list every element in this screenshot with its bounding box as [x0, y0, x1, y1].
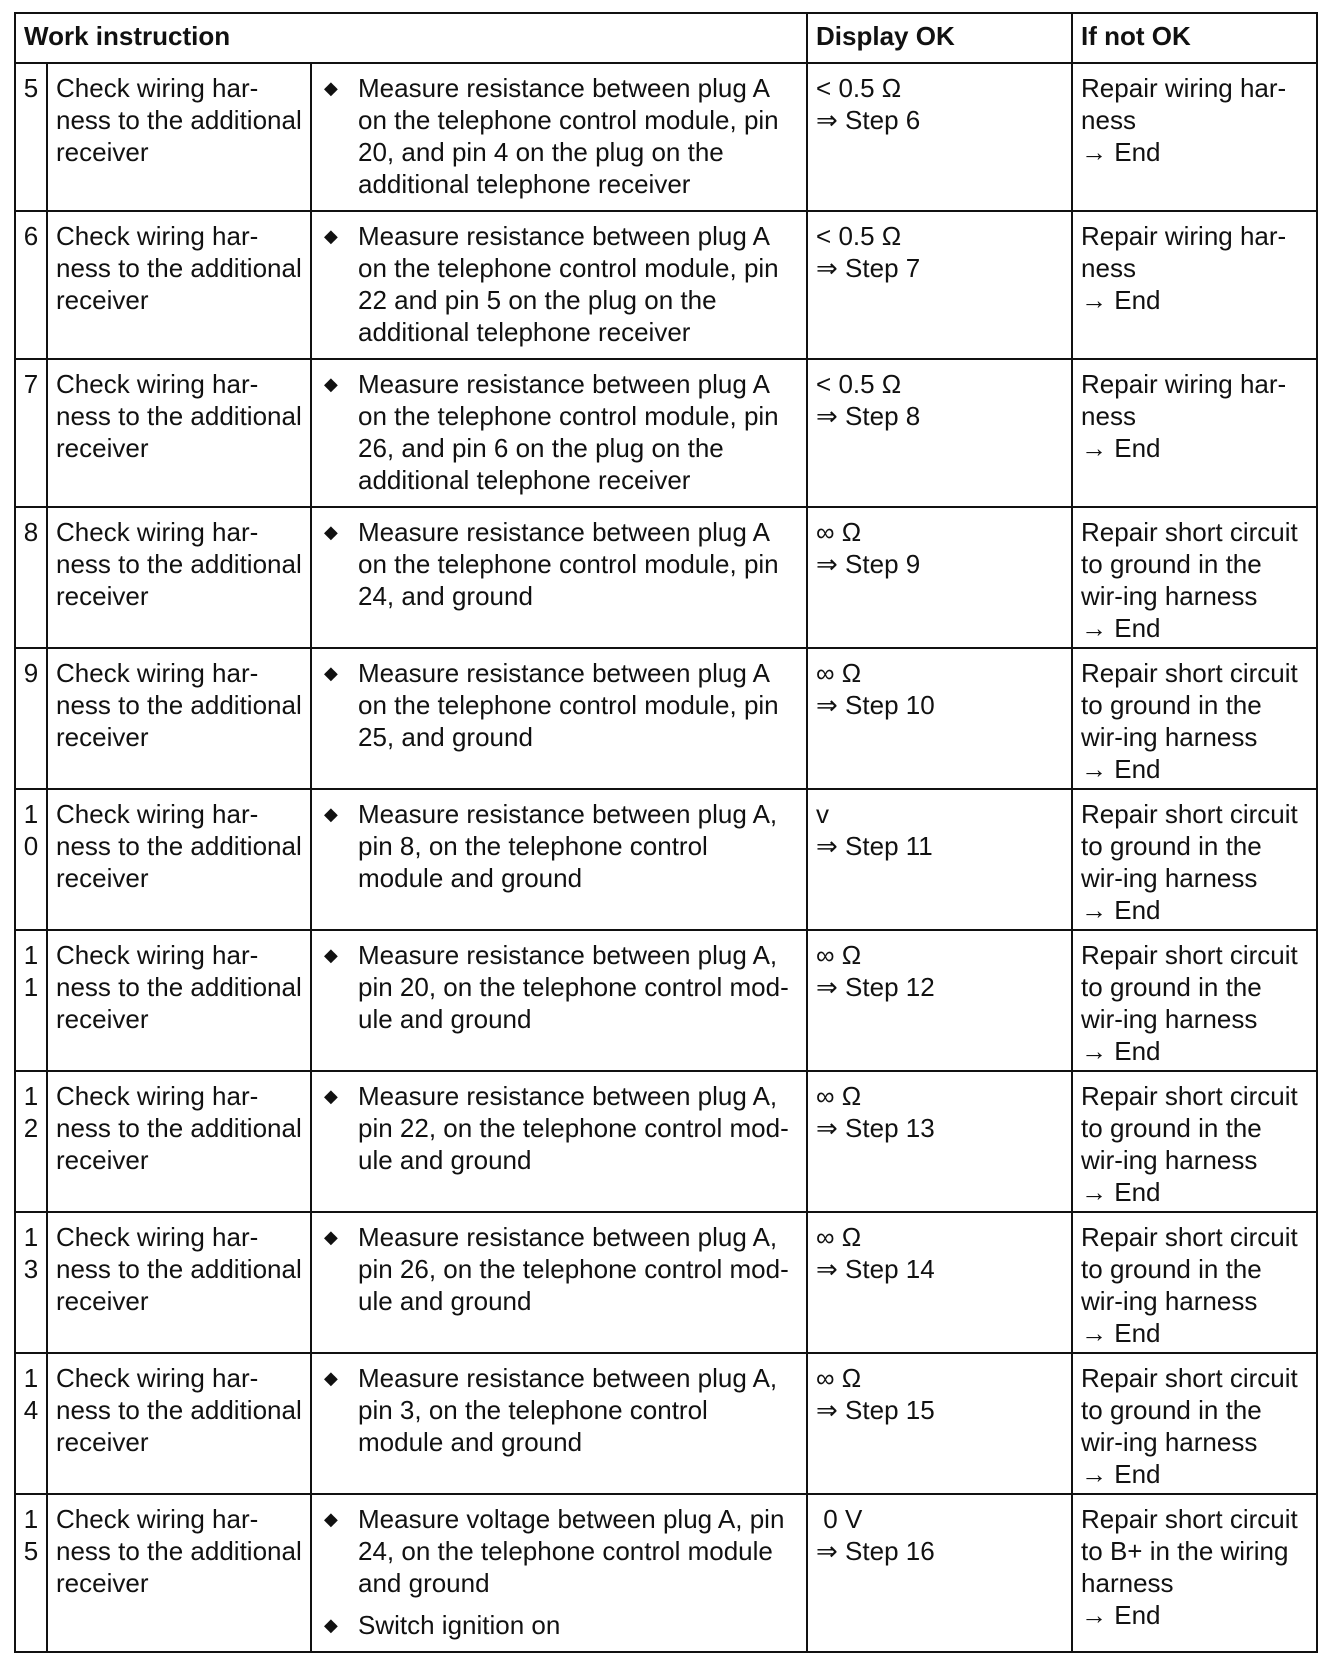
repair-action: Repair wiring har-ness	[1081, 369, 1287, 431]
step-number	[15, 1212, 47, 1353]
repair-action: Repair short circuit to ground in the wir-ing harness	[1081, 799, 1298, 893]
measurement-text: Measure resistance between plug A, pin 22, on the telephone control mod-ule and ground	[358, 1081, 789, 1175]
expected-value: ∞ Ω	[816, 1363, 862, 1393]
step-number-text: 8	[23, 517, 39, 547]
table-row	[15, 507, 1317, 648]
table-row	[15, 211, 1317, 359]
table-row	[15, 648, 1317, 789]
measurement-item	[322, 368, 798, 496]
table-header-row	[15, 13, 1317, 63]
step-number-text: 9	[23, 658, 39, 688]
if-not-ok-cell	[1072, 507, 1317, 648]
measurement-item	[322, 939, 798, 1035]
next-step: ⇒ Step 8	[816, 401, 921, 431]
display-ok-cell	[807, 211, 1072, 359]
table-row	[15, 63, 1317, 211]
repair-action: Repair wiring har-ness	[1081, 73, 1287, 135]
diamond-bullet-icon: ◆	[324, 1086, 338, 1106]
diamond-bullet-icon: ◆	[324, 1615, 338, 1635]
next-step: ⇒ Step 6	[816, 105, 921, 135]
measurement-steps	[311, 1212, 807, 1353]
measurement-text: Measure resistance between plug A on the telephone control module, pin 24, and ground	[358, 517, 779, 611]
check-description: Check wiring har-ness to the additional receiver	[47, 1494, 311, 1652]
step-number-text: 13	[23, 1222, 39, 1284]
measurement-item	[322, 72, 798, 200]
next-step: ⇒ Step 15	[816, 1395, 935, 1425]
step-number	[15, 789, 47, 930]
display-ok-cell	[807, 930, 1072, 1071]
diamond-bullet-icon: ◆	[324, 945, 338, 965]
expected-value: < 0.5 Ω	[816, 369, 902, 399]
end-step: → End	[1081, 613, 1161, 643]
repair-action: Repair short circuit to ground in the wir-ing harness	[1081, 658, 1298, 752]
measurement-item	[322, 1221, 798, 1317]
display-ok-cell	[807, 63, 1072, 211]
table-row	[15, 1071, 1317, 1212]
check-description: Check wiring har-ness to the additional receiver	[47, 930, 311, 1071]
end-step: → End	[1081, 895, 1161, 925]
measurement-item	[322, 1362, 798, 1458]
if-not-ok-cell	[1072, 1071, 1317, 1212]
measurement-steps	[311, 1494, 807, 1652]
step-number	[15, 1494, 47, 1652]
work-instruction-table	[14, 12, 1318, 1653]
diamond-bullet-icon: ◆	[324, 226, 338, 246]
end-step: → End	[1081, 1318, 1161, 1348]
display-ok-cell	[807, 1494, 1072, 1652]
repair-action: Repair short circuit to ground in the wir-ing harness	[1081, 1081, 1298, 1175]
measurement-steps	[311, 63, 807, 211]
check-description: Check wiring har-ness to the additional receiver	[47, 1071, 311, 1212]
table-row	[15, 1212, 1317, 1353]
measurement-item	[322, 798, 798, 894]
header-display-ok: Display OK	[807, 13, 1072, 63]
table-row	[15, 1353, 1317, 1494]
table-row	[15, 930, 1317, 1071]
expected-value: ∞ Ω	[816, 658, 862, 688]
if-not-ok-cell	[1072, 930, 1317, 1071]
display-ok-cell	[807, 1353, 1072, 1494]
next-step: ⇒ Step 10	[816, 690, 935, 720]
end-step: → End	[1081, 433, 1161, 463]
measurement-steps	[311, 1071, 807, 1212]
diamond-bullet-icon: ◆	[324, 1368, 338, 1388]
expected-value: ∞ Ω	[816, 517, 862, 547]
repair-action: Repair short circuit to B+ in the wiring harness	[1081, 1504, 1298, 1598]
step-number	[15, 211, 47, 359]
measurement-steps	[311, 1353, 807, 1494]
step-number-text: 14	[23, 1363, 39, 1425]
measurement-text: Measure resistance between plug A, pin 3, on the telephone control module and ground	[358, 1363, 778, 1457]
step-number-text: 15	[23, 1504, 39, 1566]
expected-value: ∞ Ω	[816, 1081, 862, 1111]
measurement-text: Measure resistance between plug A on the telephone control module, pin 22 and pin 5 on the plug on the additional telephone receiver	[358, 221, 779, 347]
if-not-ok-cell	[1072, 1212, 1317, 1353]
end-step: → End	[1081, 1036, 1161, 1066]
if-not-ok-cell	[1072, 648, 1317, 789]
end-step: → End	[1081, 285, 1161, 315]
next-step: ⇒ Step 12	[816, 972, 935, 1002]
expected-value: 0 V	[816, 1504, 863, 1534]
table-row	[15, 789, 1317, 930]
repair-action: Repair short circuit to ground in the wir-ing harness	[1081, 1222, 1298, 1316]
diamond-bullet-icon: ◆	[324, 374, 338, 394]
step-number-text: 10	[23, 799, 39, 861]
diamond-bullet-icon: ◆	[324, 663, 338, 683]
table-row	[15, 1494, 1317, 1652]
next-step: ⇒ Step 13	[816, 1113, 935, 1143]
if-not-ok-cell	[1072, 63, 1317, 211]
repair-action: Repair wiring har-ness	[1081, 221, 1287, 283]
measurement-steps	[311, 211, 807, 359]
display-ok-cell	[807, 789, 1072, 930]
step-number	[15, 1071, 47, 1212]
measurement-item	[322, 516, 798, 612]
measurement-item	[322, 1080, 798, 1176]
display-ok-cell	[807, 648, 1072, 789]
expected-value: ∞ Ω	[816, 1222, 862, 1252]
diamond-bullet-icon: ◆	[324, 78, 338, 98]
if-not-ok-cell	[1072, 211, 1317, 359]
next-step: ⇒ Step 7	[816, 253, 921, 283]
expected-value: v	[816, 799, 830, 829]
diamond-bullet-icon: ◆	[324, 522, 338, 542]
expected-value: < 0.5 Ω	[816, 73, 902, 103]
step-number	[15, 1353, 47, 1494]
next-step: ⇒ Step 16	[816, 1536, 935, 1566]
step-number-text: 7	[23, 369, 39, 399]
repair-action: Repair short circuit to ground in the wir-ing harness	[1081, 1363, 1298, 1457]
measurement-text: Switch ignition on	[358, 1610, 561, 1640]
step-number-text: 12	[23, 1081, 39, 1143]
measurement-item	[322, 220, 798, 348]
end-step: → End	[1081, 1459, 1161, 1489]
table-row	[15, 359, 1317, 507]
step-number	[15, 930, 47, 1071]
next-step: ⇒ Step 11	[816, 831, 933, 861]
end-step: → End	[1081, 1177, 1161, 1207]
measurement-item	[322, 1503, 798, 1599]
check-description: Check wiring har-ness to the additional receiver	[47, 507, 311, 648]
end-step: → End	[1081, 137, 1161, 167]
measurement-text: Measure resistance between plug A on the telephone control module, pin 26, and pin 6 on the plug on the additional telephone receiver	[358, 369, 779, 495]
measurement-text: Measure voltage between plug A, pin 24, on the telephone control module and ground	[358, 1504, 785, 1598]
measurement-text: Measure resistance between plug A, pin 8, on the telephone control module and ground	[358, 799, 778, 893]
display-ok-cell	[807, 359, 1072, 507]
expected-value: < 0.5 Ω	[816, 221, 902, 251]
measurement-steps	[311, 648, 807, 789]
measurement-text: Measure resistance between plug A on the telephone control module, pin 25, and ground	[358, 658, 779, 752]
step-number-text: 6	[23, 221, 39, 251]
measurement-text: Measure resistance between plug A, pin 26, on the telephone control mod-ule and ground	[358, 1222, 789, 1316]
check-description: Check wiring har-ness to the additional receiver	[47, 211, 311, 359]
check-description: Check wiring har-ness to the additional receiver	[47, 359, 311, 507]
measurement-item	[322, 657, 798, 753]
check-description: Check wiring har-ness to the additional receiver	[47, 1353, 311, 1494]
diamond-bullet-icon: ◆	[324, 1227, 338, 1247]
check-description: Check wiring har-ness to the additional receiver	[47, 1212, 311, 1353]
check-description: Check wiring har-ness to the additional receiver	[47, 63, 311, 211]
measurement-steps	[311, 789, 807, 930]
end-step: → End	[1081, 1600, 1161, 1630]
if-not-ok-cell	[1072, 789, 1317, 930]
header-if-not-ok: If not OK	[1072, 13, 1317, 63]
display-ok-cell	[807, 507, 1072, 648]
measurement-steps	[311, 930, 807, 1071]
header-work-instruction: Work instruction	[15, 13, 807, 63]
next-step: ⇒ Step 14	[816, 1254, 935, 1284]
if-not-ok-cell	[1072, 359, 1317, 507]
diamond-bullet-icon: ◆	[324, 804, 338, 824]
measurement-steps	[311, 359, 807, 507]
if-not-ok-cell	[1072, 1353, 1317, 1494]
check-description: Check wiring har-ness to the additional receiver	[47, 648, 311, 789]
diamond-bullet-icon: ◆	[324, 1509, 338, 1529]
measurement-steps	[311, 507, 807, 648]
repair-action: Repair short circuit to ground in the wir-ing harness	[1081, 940, 1298, 1034]
step-number-text: 5	[23, 73, 39, 103]
repair-action: Repair short circuit to ground in the wir-ing harness	[1081, 517, 1298, 611]
display-ok-cell	[807, 1071, 1072, 1212]
measurement-text: Measure resistance between plug A on the telephone control module, pin 20, and pin 4 on the plug on the additional telephone receiver	[358, 73, 779, 199]
next-step: ⇒ Step 9	[816, 549, 921, 579]
if-not-ok-cell	[1072, 1494, 1317, 1652]
display-ok-cell	[807, 1212, 1072, 1353]
measurement-text: Measure resistance between plug A, pin 20, on the telephone control mod-ule and ground	[358, 940, 789, 1034]
step-number	[15, 507, 47, 648]
step-number	[15, 359, 47, 507]
measurement-item	[322, 1609, 798, 1641]
expected-value: ∞ Ω	[816, 940, 862, 970]
step-number	[15, 648, 47, 789]
step-number-text: 11	[23, 940, 39, 1002]
check-description: Check wiring har-ness to the additional receiver	[47, 789, 311, 930]
step-number	[15, 63, 47, 211]
end-step: → End	[1081, 754, 1161, 784]
